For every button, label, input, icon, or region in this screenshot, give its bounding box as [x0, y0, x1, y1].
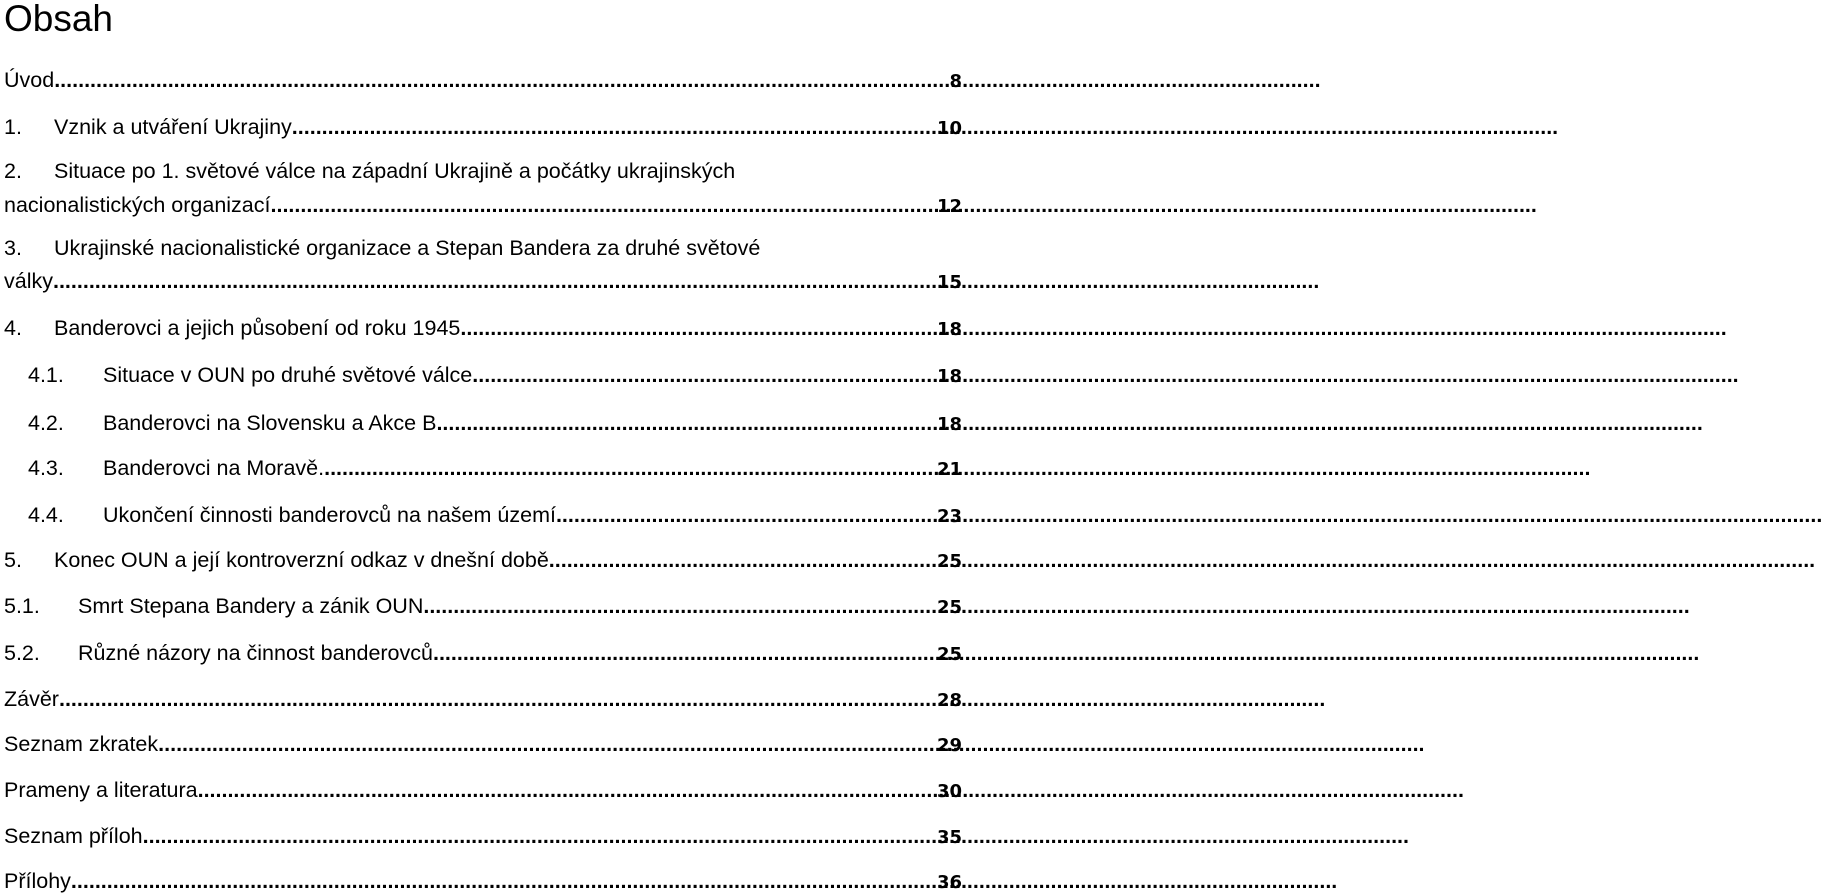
toc-leader-dots	[324, 455, 935, 481]
toc-page-number: 15	[936, 272, 962, 293]
toc-page-number: 18	[936, 366, 962, 387]
toc-leader-dots	[59, 686, 935, 712]
toc-entry-title: Různé názory na činnost banderovců	[78, 641, 433, 665]
toc-leader-dots	[143, 823, 935, 849]
toc-entry-title: Ukončení činnosti banderovců na našem území	[103, 503, 556, 527]
toc-entry-title: Smrt Stepana Bandery a zánik OUN	[78, 594, 424, 618]
toc-page-number: 36	[936, 872, 962, 893]
toc-entry-title: Prameny a literatura	[4, 778, 198, 802]
toc-entry-3-line1[interactable]	[4, 235, 760, 261]
toc-entry-number: 4.1.	[28, 363, 64, 387]
toc-page-number: 30	[936, 781, 962, 802]
toc-leader-dots	[556, 502, 935, 528]
toc-entry-title: Konec OUN a její kontroverzní odkaz v dnešní době	[54, 548, 549, 572]
toc-leader-dots	[433, 640, 935, 666]
toc-page-number: 28	[936, 690, 962, 711]
toc-entry-uvod[interactable]	[4, 67, 962, 95]
toc-leader-dots	[198, 777, 935, 803]
toc-leader-dots	[423, 593, 935, 619]
toc-page-number: 25	[936, 551, 962, 572]
toc-page-number: 8	[949, 71, 962, 92]
page-title: Obsah	[4, 0, 114, 39]
toc-entry-5[interactable]	[4, 547, 962, 575]
toc-entry-title: Seznam zkratek	[4, 732, 159, 756]
toc-entry-title: Situace v OUN po druhé světové válce	[103, 363, 473, 387]
toc-page-number: 18	[936, 414, 962, 435]
toc-entry-number: 4.	[4, 316, 22, 340]
toc-page-number: 29	[936, 735, 962, 756]
toc-entry-title-line1: Ukrajinské nacionalistické organizace a Stepan Bandera za druhé světové	[54, 236, 761, 260]
toc-entry-prameny[interactable]	[4, 777, 962, 805]
toc-entry-title: války	[4, 269, 53, 293]
toc-entry-3[interactable]	[4, 268, 962, 296]
toc-leader-dots	[271, 192, 935, 218]
toc-entry-5-2[interactable]	[4, 640, 962, 668]
toc-leader-dots	[54, 67, 947, 93]
toc-leader-dots	[549, 547, 935, 573]
toc-leader-dots	[292, 114, 935, 140]
toc-entry-4-4[interactable]	[28, 502, 962, 530]
toc-entry-5-1[interactable]	[4, 593, 962, 621]
toc-entry-title: Úvod	[4, 68, 55, 92]
toc-entry-title: Vznik a utváření Ukrajiny	[54, 115, 292, 139]
toc-entry-title: nacionalistických organizací	[4, 193, 271, 217]
toc-entry-4-3[interactable]	[28, 455, 962, 483]
toc-entry-2[interactable]	[4, 192, 962, 220]
toc-leader-dots	[71, 868, 935, 894]
toc-entry-title: Seznam příloh	[4, 824, 143, 848]
toc-entry-zaver[interactable]	[4, 686, 962, 714]
toc-entry-4[interactable]	[4, 315, 962, 343]
toc-page-number: 35	[936, 827, 962, 848]
toc-page-number: 21	[936, 459, 962, 480]
toc-entry-prilohy[interactable]	[4, 868, 962, 896]
toc-entry-4-2[interactable]	[28, 410, 962, 438]
toc-leader-dots	[158, 731, 935, 757]
toc-page-number: 12	[936, 196, 962, 217]
toc-entry-title: Banderovci na Slovensku a Akce B	[103, 411, 437, 435]
toc-entry-title: Přílohy	[4, 869, 71, 893]
toc-entry-number: 4.3.	[28, 456, 64, 480]
toc-page-number: 10	[936, 118, 962, 139]
toc-leader-dots	[53, 268, 935, 294]
toc-page-number: 25	[936, 644, 962, 665]
toc-entry-number: 5.2.	[4, 641, 40, 665]
toc-leader-dots	[472, 362, 935, 388]
toc-entry-number: 5.1.	[4, 594, 40, 618]
toc-page-number: 18	[936, 319, 962, 340]
toc-entry-1[interactable]	[4, 114, 962, 142]
toc-entry-number: 1.	[4, 115, 22, 139]
toc-page-number: 25	[936, 597, 962, 618]
toc-entry-number: 5.	[4, 548, 22, 572]
toc-entry-seznam-zkratek[interactable]	[4, 731, 962, 759]
toc-entry-number: 3.	[4, 236, 22, 260]
toc-entry-seznam-priloh[interactable]	[4, 823, 962, 851]
toc-entry-number: 4.4.	[28, 503, 64, 527]
toc-entry-title: Závěr	[4, 687, 59, 711]
toc-leader-dots	[460, 315, 935, 341]
toc-leader-dots	[436, 410, 934, 436]
toc-entry-4-1[interactable]	[28, 362, 962, 390]
toc-entry-title-line1: Situace po 1. světové válce na západní Ukrajině a počátky ukrajinských	[54, 159, 736, 183]
toc-entry-2-line1[interactable]	[4, 158, 735, 184]
toc-entry-title: Banderovci a jejich působení od roku 1945	[54, 316, 461, 340]
toc-entry-number: 4.2.	[28, 411, 64, 435]
toc-page-number: 23	[936, 506, 962, 527]
toc-entry-number: 2.	[4, 159, 22, 183]
toc-entry-title: Banderovci na Moravě.	[103, 456, 325, 480]
